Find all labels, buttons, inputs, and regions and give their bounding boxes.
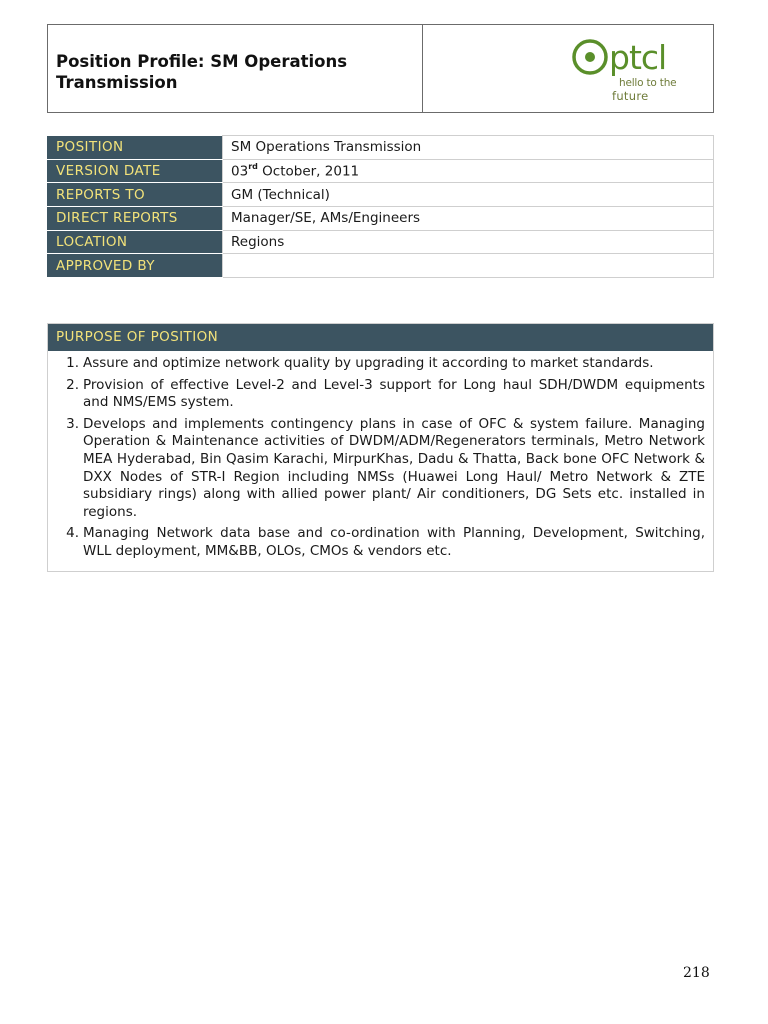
page-title xyxy=(48,25,423,112)
table-row xyxy=(48,254,714,278)
logo-wordmark: ptcl xyxy=(609,38,667,77)
list-item xyxy=(48,416,705,522)
row-label: DIRECT REPORTS xyxy=(48,207,223,231)
title-line-2: Transmission xyxy=(56,73,178,92)
item-text: Provision of effective Level-2 and Level-3 support for Long haul SDH/DWDM equipments and NMS/EMS system. xyxy=(83,376,705,411)
ptcl-logo-icon xyxy=(571,35,691,81)
purpose-section xyxy=(47,323,714,572)
row-value xyxy=(223,254,714,278)
item-text: Assure and optimize network quality by upgrading it according to market standards. xyxy=(83,355,654,371)
logo-future: future xyxy=(612,89,649,103)
row-label: VERSION DATE xyxy=(48,159,223,183)
item-number: 1. xyxy=(66,355,79,371)
row-label: REPORTS TO xyxy=(48,183,223,207)
purpose-list xyxy=(48,351,713,571)
row-value: GM (Technical) xyxy=(223,183,714,207)
table-row xyxy=(48,230,714,254)
row-value: SM Operations Transmission xyxy=(223,136,714,160)
row-label: LOCATION xyxy=(48,230,223,254)
document-header xyxy=(47,24,714,113)
list-item xyxy=(48,525,705,560)
date-ordinal: rd xyxy=(248,161,258,171)
table-row xyxy=(48,207,714,231)
row-label: POSITION xyxy=(48,136,223,160)
row-value: Manager/SE, AMs/Engineers xyxy=(223,207,714,231)
table-row xyxy=(48,159,714,183)
row-value: Regions xyxy=(223,230,714,254)
purpose-heading: PURPOSE OF POSITION xyxy=(48,324,713,351)
item-number: 2. xyxy=(66,376,79,393)
row-label: APPROVED BY xyxy=(48,254,223,278)
item-number: 4. xyxy=(66,525,79,542)
table-row xyxy=(48,183,714,207)
list-item xyxy=(48,355,705,373)
logo-tagline: hello to the xyxy=(619,77,677,89)
title-line-1: Position Profile: SM Operations xyxy=(56,52,348,71)
item-number: 3. xyxy=(66,415,79,432)
date-month-year: October, 2011 xyxy=(257,163,360,180)
list-item xyxy=(48,377,705,412)
item-text: Managing Network data base and co-ordination with Planning, Development, Switching, WLL deployment, MM&BB, OLOs, CMOs & vendors etc. xyxy=(83,525,705,559)
table-row xyxy=(48,136,714,160)
page-number: 218 xyxy=(683,965,710,981)
item-text: Develops and implements contingency plans in case of OFC & system failure. Managing Operation & Maintenance activities of DWDM/ADM/Regenerators terminals, Metro Network MEA Hyderabad, Bin Qasim Karachi, MirpurKhas, Dadu & Thatta, Back bone OFC Network & DXX Nodes of STR-I Region including NMSs (Huawei Long Haul/ Metro Network & ZTE subsidiary rings) along with allied power plant/ Air conditioners, DG Sets etc. installed in regions. xyxy=(83,415,705,520)
ptcl-logo xyxy=(423,25,713,112)
position-info-table xyxy=(47,135,714,278)
row-value-version-date xyxy=(223,159,714,183)
date-day: 03 xyxy=(231,163,249,180)
